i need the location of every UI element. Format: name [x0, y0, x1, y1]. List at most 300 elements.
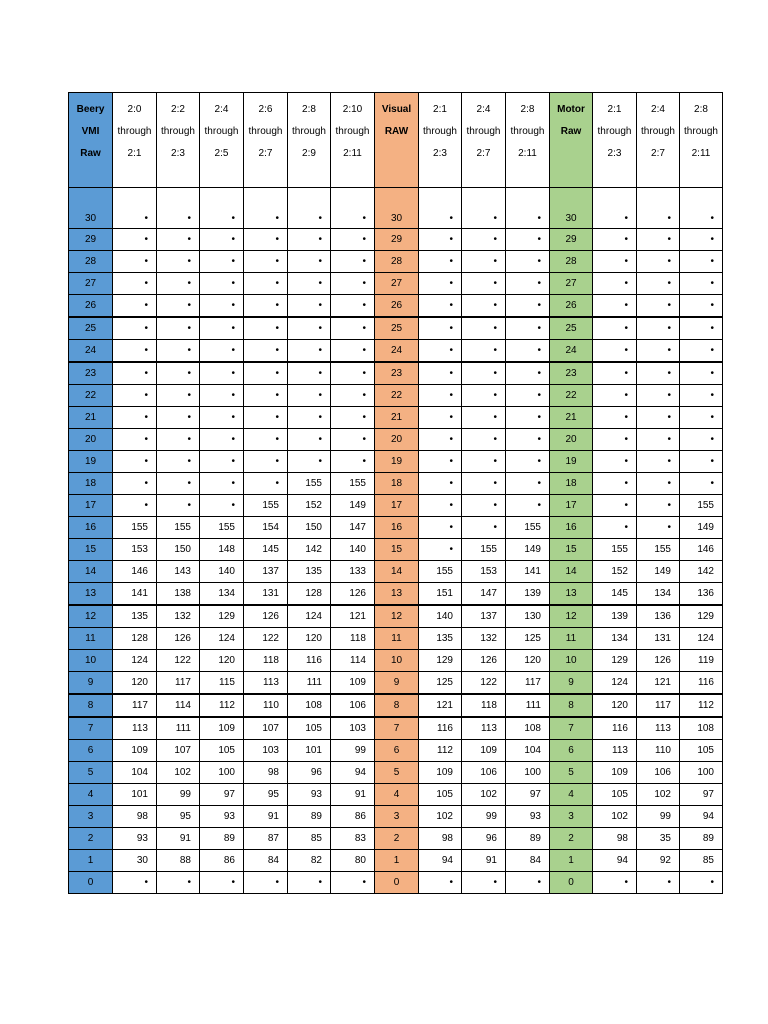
vmi-score-cell: • — [113, 473, 157, 495]
motor-raw-cell: 24 — [550, 340, 593, 363]
beery-raw-cell: 6 — [69, 740, 113, 762]
visual-score-cell: 137 — [462, 605, 506, 628]
norms-table — [68, 92, 723, 894]
visual-score-cell: 153 — [462, 561, 506, 583]
vmi-score-cell: • — [157, 451, 200, 473]
vmi-score-cell: 84 — [244, 850, 288, 872]
vmi-score-cell: 135 — [113, 605, 157, 628]
visual-score-cell: 109 — [419, 762, 462, 784]
visual-score-cell: • — [506, 872, 550, 894]
visual-score-cell: 102 — [419, 806, 462, 828]
header-line: through — [423, 126, 457, 137]
vmi-score-cell: 148 — [200, 539, 244, 561]
header-age-range — [419, 93, 462, 188]
vmi-score-cell: • — [113, 385, 157, 407]
visual-raw-cell: 0 — [375, 872, 419, 894]
beery-raw-cell: 0 — [69, 872, 113, 894]
visual-score-cell: 120 — [506, 650, 550, 672]
vmi-score-cell: • — [331, 229, 375, 251]
beery-raw-cell: 24 — [69, 340, 113, 363]
motor-raw-cell: 10 — [550, 650, 593, 672]
motor-score-cell: • — [637, 295, 680, 318]
vmi-score-cell: • — [244, 251, 288, 273]
visual-raw-cell: 13 — [375, 583, 419, 606]
vmi-score-cell: • — [244, 872, 288, 894]
table-row — [69, 672, 723, 695]
visual-score-cell: 155 — [462, 539, 506, 561]
vmi-score-cell: 117 — [113, 694, 157, 717]
vmi-score-cell: • — [157, 495, 200, 517]
motor-raw-cell: 9 — [550, 672, 593, 695]
visual-raw-cell: 22 — [375, 385, 419, 407]
visual-score-cell: • — [462, 229, 506, 251]
visual-score-cell: • — [419, 362, 462, 385]
beery-raw-cell: 1 — [69, 850, 113, 872]
visual-score-cell: • — [419, 872, 462, 894]
header-line: through — [510, 126, 545, 137]
visual-score-cell: 104 — [506, 740, 550, 762]
vmi-score-cell: 91 — [157, 828, 200, 850]
motor-raw-cell: 25 — [550, 317, 593, 340]
motor-score-cell: • — [680, 295, 723, 318]
motor-raw-cell: 15 — [550, 539, 593, 561]
vmi-score-cell: 155 — [288, 473, 331, 495]
motor-score-cell: 155 — [593, 539, 637, 561]
vmi-score-cell: 138 — [157, 583, 200, 606]
motor-score-cell: 35 — [637, 828, 680, 850]
vmi-score-cell: • — [157, 188, 200, 229]
visual-raw-cell: 8 — [375, 694, 419, 717]
motor-raw-cell: 3 — [550, 806, 593, 828]
beery-raw-cell: 7 — [69, 717, 113, 740]
header-line: 2:1 — [433, 104, 447, 115]
header-age-range — [157, 93, 200, 188]
beery-raw-cell: 19 — [69, 451, 113, 473]
table-row — [69, 407, 723, 429]
visual-score-cell: • — [462, 473, 506, 495]
beery-raw-cell: 27 — [69, 273, 113, 295]
vmi-score-cell: 96 — [288, 762, 331, 784]
visual-score-cell: 125 — [506, 628, 550, 650]
visual-raw-cell: 19 — [375, 451, 419, 473]
table-row — [69, 473, 723, 495]
header-line: 2:7 — [258, 148, 273, 159]
visual-score-cell: • — [419, 295, 462, 318]
visual-score-cell: 151 — [419, 583, 462, 606]
header-line: Raw — [560, 126, 582, 137]
table-row — [69, 429, 723, 451]
motor-raw-cell: 7 — [550, 717, 593, 740]
beery-raw-cell: 12 — [69, 605, 113, 628]
vmi-score-cell: 110 — [244, 694, 288, 717]
header-line: 2:7 — [476, 148, 491, 159]
visual-score-cell: 118 — [462, 694, 506, 717]
visual-score-cell: 140 — [419, 605, 462, 628]
vmi-score-cell: 80 — [331, 850, 375, 872]
vmi-score-cell: • — [288, 317, 331, 340]
header-age-range — [113, 93, 157, 188]
visual-score-cell: • — [419, 473, 462, 495]
visual-score-cell: 122 — [462, 672, 506, 695]
header-line: 2:3 — [433, 148, 447, 159]
vmi-score-cell: 146 — [113, 561, 157, 583]
vmi-score-cell: 99 — [157, 784, 200, 806]
vmi-score-cell: 122 — [244, 628, 288, 650]
vmi-score-cell: • — [244, 385, 288, 407]
beery-raw-cell: 20 — [69, 429, 113, 451]
visual-score-cell: 102 — [462, 784, 506, 806]
header-line: 2:7 — [651, 148, 665, 159]
visual-raw-cell: 2 — [375, 828, 419, 850]
visual-score-cell: 135 — [419, 628, 462, 650]
vmi-score-cell: 118 — [244, 650, 288, 672]
visual-score-cell: 98 — [419, 828, 462, 850]
header-age-range — [680, 93, 723, 188]
beery-raw-cell: 21 — [69, 407, 113, 429]
header-line: Visual — [381, 104, 412, 115]
motor-score-cell: 155 — [680, 495, 723, 517]
header-line: 2:11 — [343, 148, 362, 159]
motor-score-cell: 126 — [637, 650, 680, 672]
motor-score-cell: 110 — [637, 740, 680, 762]
motor-score-cell: 146 — [680, 539, 723, 561]
motor-raw-cell: 27 — [550, 273, 593, 295]
vmi-score-cell: 93 — [200, 806, 244, 828]
visual-raw-cell: 25 — [375, 317, 419, 340]
header-age-range — [593, 93, 637, 188]
motor-raw-cell: 11 — [550, 628, 593, 650]
motor-score-cell: 149 — [680, 517, 723, 539]
visual-score-cell: 121 — [419, 694, 462, 717]
motor-score-cell: 113 — [637, 717, 680, 740]
vmi-score-cell: • — [157, 385, 200, 407]
vmi-score-cell: 150 — [157, 539, 200, 561]
header-label-motor — [550, 93, 593, 188]
vmi-score-cell: 133 — [331, 561, 375, 583]
vmi-score-cell: 93 — [288, 784, 331, 806]
visual-score-cell: 141 — [506, 561, 550, 583]
visual-score-cell: • — [462, 295, 506, 318]
vmi-score-cell: 111 — [288, 672, 331, 695]
visual-score-cell: 147 — [462, 583, 506, 606]
beery-raw-cell: 14 — [69, 561, 113, 583]
vmi-score-cell: • — [200, 385, 244, 407]
visual-score-cell: 106 — [462, 762, 506, 784]
motor-score-cell: 94 — [593, 850, 637, 872]
table-row — [69, 806, 723, 828]
table-row — [69, 694, 723, 717]
visual-score-cell: • — [506, 188, 550, 229]
vmi-score-cell: • — [157, 429, 200, 451]
vmi-score-cell: • — [331, 429, 375, 451]
motor-raw-cell: 12 — [550, 605, 593, 628]
beery-raw-cell: 4 — [69, 784, 113, 806]
motor-raw-cell: 26 — [550, 295, 593, 318]
beery-raw-cell: 26 — [69, 295, 113, 318]
vmi-score-cell: 152 — [288, 495, 331, 517]
beery-raw-cell: 30 — [69, 188, 113, 229]
visual-score-cell: • — [419, 229, 462, 251]
motor-score-cell: • — [680, 317, 723, 340]
motor-score-cell: • — [680, 362, 723, 385]
vmi-score-cell: • — [157, 473, 200, 495]
vmi-score-cell: 120 — [200, 650, 244, 672]
motor-score-cell: • — [593, 340, 637, 363]
vmi-score-cell: 137 — [244, 561, 288, 583]
beery-raw-cell: 17 — [69, 495, 113, 517]
visual-score-cell: 129 — [419, 650, 462, 672]
vmi-score-cell: 88 — [157, 850, 200, 872]
visual-score-cell: 94 — [419, 850, 462, 872]
header-line: 2:5 — [214, 148, 229, 159]
motor-raw-cell: 5 — [550, 762, 593, 784]
motor-score-cell: 129 — [593, 650, 637, 672]
vmi-score-cell: 154 — [244, 517, 288, 539]
motor-score-cell: • — [637, 451, 680, 473]
motor-raw-cell: 19 — [550, 451, 593, 473]
vmi-score-cell: • — [113, 273, 157, 295]
motor-score-cell: • — [593, 273, 637, 295]
visual-score-cell: 105 — [419, 784, 462, 806]
motor-score-cell: 136 — [637, 605, 680, 628]
vmi-score-cell: 147 — [331, 517, 375, 539]
vmi-score-cell: • — [200, 429, 244, 451]
visual-score-cell: • — [462, 385, 506, 407]
vmi-score-cell: • — [113, 407, 157, 429]
motor-score-cell: 89 — [680, 828, 723, 850]
vmi-score-cell: • — [157, 340, 200, 363]
vmi-score-cell: • — [200, 251, 244, 273]
vmi-score-cell: 114 — [157, 694, 200, 717]
vmi-score-cell: • — [113, 251, 157, 273]
vmi-score-cell: • — [288, 362, 331, 385]
vmi-score-cell: • — [200, 872, 244, 894]
visual-raw-cell: 29 — [375, 229, 419, 251]
vmi-score-cell: 100 — [200, 762, 244, 784]
visual-score-cell: • — [462, 517, 506, 539]
motor-score-cell: 100 — [680, 762, 723, 784]
visual-score-cell: 125 — [419, 672, 462, 695]
motor-score-cell: • — [637, 362, 680, 385]
visual-raw-cell: 30 — [375, 188, 419, 229]
vmi-score-cell: • — [113, 229, 157, 251]
visual-score-cell: 132 — [462, 628, 506, 650]
visual-score-cell: • — [506, 473, 550, 495]
motor-score-cell: • — [593, 495, 637, 517]
vmi-score-cell: 115 — [200, 672, 244, 695]
beery-raw-cell: 5 — [69, 762, 113, 784]
header-label-visual — [375, 93, 419, 188]
visual-raw-cell: 28 — [375, 251, 419, 273]
motor-score-cell: 152 — [593, 561, 637, 583]
vmi-score-cell: 131 — [244, 583, 288, 606]
motor-raw-cell: 1 — [550, 850, 593, 872]
motor-score-cell: • — [680, 407, 723, 429]
visual-raw-cell: 20 — [375, 429, 419, 451]
vmi-score-cell: • — [331, 451, 375, 473]
vmi-score-cell: • — [113, 362, 157, 385]
header-line: through — [292, 126, 326, 137]
visual-raw-cell: 21 — [375, 407, 419, 429]
header-age-range — [637, 93, 680, 188]
visual-score-cell: • — [419, 407, 462, 429]
motor-score-cell: • — [593, 451, 637, 473]
vmi-score-cell: 98 — [244, 762, 288, 784]
visual-score-cell: • — [462, 317, 506, 340]
vmi-score-cell: 109 — [113, 740, 157, 762]
motor-raw-cell: 4 — [550, 784, 593, 806]
vmi-score-cell: 128 — [113, 628, 157, 650]
motor-score-cell: 134 — [593, 628, 637, 650]
vmi-score-cell: 102 — [157, 762, 200, 784]
table-row — [69, 740, 723, 762]
motor-score-cell: • — [593, 251, 637, 273]
vmi-score-cell: • — [200, 229, 244, 251]
beery-raw-cell: 10 — [69, 650, 113, 672]
motor-score-cell: • — [637, 495, 680, 517]
motor-score-cell: • — [637, 251, 680, 273]
vmi-score-cell: 95 — [244, 784, 288, 806]
visual-score-cell: 155 — [419, 561, 462, 583]
visual-score-cell: • — [462, 251, 506, 273]
header-line: through — [248, 126, 283, 137]
beery-raw-cell: 16 — [69, 517, 113, 539]
beery-raw-cell: 29 — [69, 229, 113, 251]
visual-score-cell: • — [506, 495, 550, 517]
vmi-score-cell: • — [157, 362, 200, 385]
vmi-score-cell: 101 — [113, 784, 157, 806]
vmi-score-cell: • — [113, 188, 157, 229]
motor-score-cell: • — [593, 385, 637, 407]
visual-score-cell: 126 — [462, 650, 506, 672]
table-row — [69, 517, 723, 539]
visual-score-cell: • — [462, 273, 506, 295]
vmi-score-cell: 116 — [288, 650, 331, 672]
motor-raw-cell: 13 — [550, 583, 593, 606]
motor-score-cell: • — [680, 229, 723, 251]
motor-score-cell: • — [680, 385, 723, 407]
visual-score-cell: • — [419, 429, 462, 451]
vmi-score-cell: • — [200, 273, 244, 295]
vmi-score-cell: • — [200, 451, 244, 473]
vmi-score-cell: 149 — [331, 495, 375, 517]
vmi-score-cell: • — [331, 340, 375, 363]
vmi-score-cell: • — [157, 273, 200, 295]
motor-score-cell: • — [680, 340, 723, 363]
motor-score-cell: • — [637, 407, 680, 429]
table-row — [69, 295, 723, 318]
header-line: 2:8 — [302, 104, 316, 115]
vmi-score-cell: 126 — [331, 583, 375, 606]
visual-score-cell: 139 — [506, 583, 550, 606]
vmi-score-cell: 97 — [200, 784, 244, 806]
beery-raw-cell: 18 — [69, 473, 113, 495]
visual-score-cell: 155 — [506, 517, 550, 539]
visual-score-cell: • — [419, 340, 462, 363]
motor-score-cell: • — [680, 273, 723, 295]
vmi-score-cell: 91 — [331, 784, 375, 806]
motor-score-cell: • — [593, 229, 637, 251]
motor-score-cell: • — [637, 340, 680, 363]
vmi-score-cell: 106 — [331, 694, 375, 717]
motor-score-cell: • — [680, 872, 723, 894]
header-line: 2:8 — [694, 104, 708, 115]
header-line: 2:4 — [476, 104, 491, 115]
motor-raw-cell: 29 — [550, 229, 593, 251]
vmi-score-cell: 85 — [288, 828, 331, 850]
motor-score-cell: • — [593, 517, 637, 539]
header-line: through — [641, 126, 675, 137]
table-row — [69, 362, 723, 385]
motor-score-cell: 102 — [637, 784, 680, 806]
visual-score-cell: • — [419, 188, 462, 229]
visual-raw-cell: 24 — [375, 340, 419, 363]
vmi-score-cell: 103 — [331, 717, 375, 740]
vmi-score-cell: • — [288, 451, 331, 473]
vmi-score-cell: 95 — [157, 806, 200, 828]
vmi-score-cell: • — [157, 229, 200, 251]
motor-score-cell: 102 — [593, 806, 637, 828]
visual-score-cell: • — [462, 362, 506, 385]
motor-score-cell: • — [637, 517, 680, 539]
motor-score-cell: 92 — [637, 850, 680, 872]
motor-score-cell: • — [680, 188, 723, 229]
visual-raw-cell: 18 — [375, 473, 419, 495]
vmi-score-cell: • — [113, 295, 157, 318]
visual-raw-cell: 26 — [375, 295, 419, 318]
vmi-score-cell: 140 — [200, 561, 244, 583]
visual-score-cell: • — [419, 385, 462, 407]
vmi-score-cell: • — [157, 251, 200, 273]
vmi-score-cell: • — [244, 362, 288, 385]
vmi-score-cell: 121 — [331, 605, 375, 628]
header-age-range — [288, 93, 331, 188]
visual-score-cell: • — [506, 362, 550, 385]
vmi-score-cell: 30 — [113, 850, 157, 872]
motor-score-cell: • — [680, 473, 723, 495]
header-line: 2:3 — [171, 148, 185, 159]
vmi-score-cell: • — [113, 495, 157, 517]
visual-score-cell: • — [506, 273, 550, 295]
visual-raw-cell: 27 — [375, 273, 419, 295]
vmi-score-cell: 101 — [288, 740, 331, 762]
vmi-score-cell: • — [331, 317, 375, 340]
motor-raw-cell: 28 — [550, 251, 593, 273]
header-age-range — [200, 93, 244, 188]
vmi-score-cell: 134 — [200, 583, 244, 606]
vmi-score-cell: 109 — [200, 717, 244, 740]
visual-score-cell: • — [419, 273, 462, 295]
motor-score-cell: • — [680, 451, 723, 473]
vmi-score-cell: • — [331, 273, 375, 295]
motor-score-cell: • — [637, 385, 680, 407]
motor-score-cell: • — [637, 429, 680, 451]
vmi-score-cell: 118 — [331, 628, 375, 650]
motor-score-cell: 149 — [637, 561, 680, 583]
vmi-score-cell: • — [200, 295, 244, 318]
visual-score-cell: • — [506, 317, 550, 340]
motor-score-cell: • — [593, 407, 637, 429]
motor-raw-cell: 17 — [550, 495, 593, 517]
motor-score-cell: 98 — [593, 828, 637, 850]
vmi-score-cell: 98 — [113, 806, 157, 828]
motor-score-cell: 145 — [593, 583, 637, 606]
motor-score-cell: • — [637, 473, 680, 495]
motor-score-cell: 97 — [680, 784, 723, 806]
vmi-score-cell: • — [244, 340, 288, 363]
motor-raw-cell: 8 — [550, 694, 593, 717]
motor-raw-cell: 22 — [550, 385, 593, 407]
